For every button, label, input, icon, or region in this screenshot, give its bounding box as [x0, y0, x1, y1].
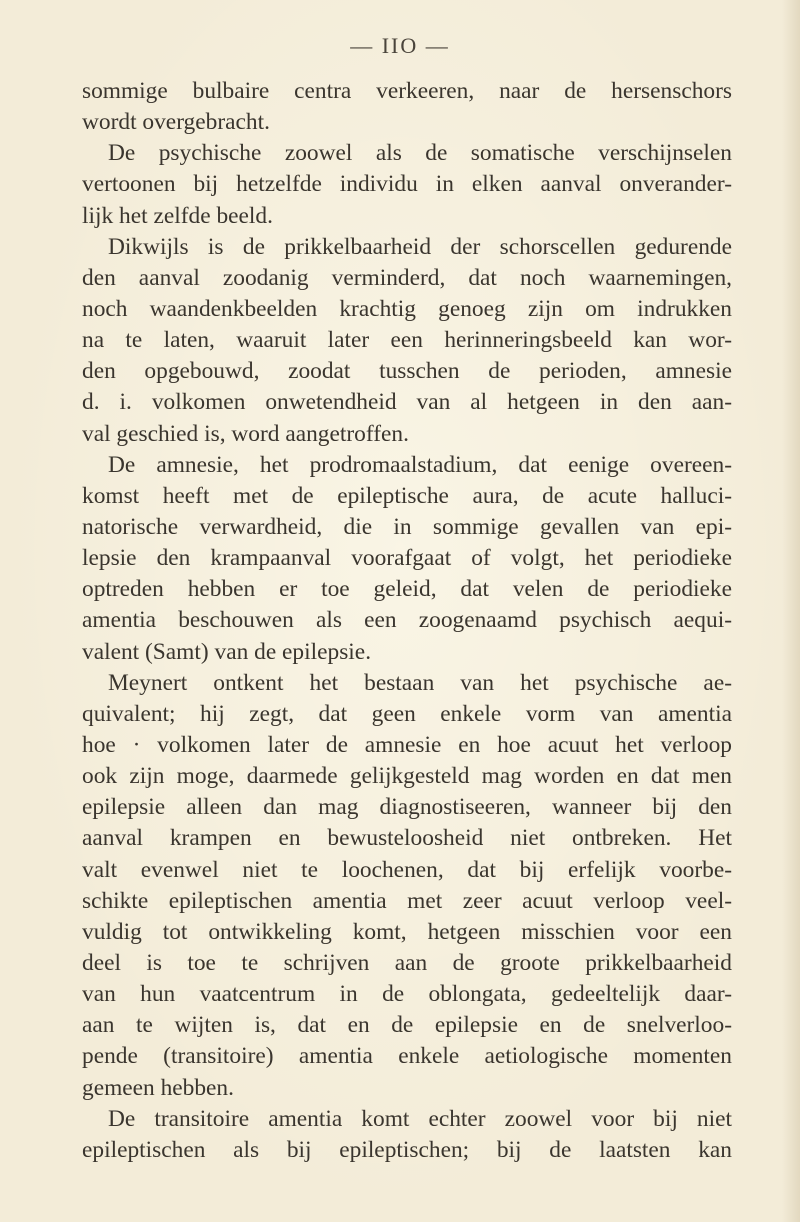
text-line: aanval krampen en bewusteloosheid niet ontbreken. Het	[82, 825, 732, 852]
text-line: ook zijn moge, daarmede gelijkgesteld mag worden en dat men	[82, 763, 732, 790]
text-line: val geschied is, word aangetroffen.	[82, 420, 409, 447]
text-line: gemeen hebben.	[82, 1074, 234, 1101]
text-line: den opgebouwd, zoodat tusschen de perioden, amnesie	[82, 358, 732, 385]
text-line: hoe · volkomen later de amnesie en hoe acuut het verloop	[82, 731, 732, 758]
text-line: valt evenwel niet te loochenen, dat bij erfelijk voorbe-	[82, 856, 732, 883]
text-line: De transitoire amentia komt echter zoowel voor bij niet	[108, 1105, 732, 1132]
text-line: van hun vaatcentrum in de oblongata, gedeeltelijk daar-	[82, 981, 732, 1008]
text-line: komst heeft met de epileptische aura, de acute halluci-	[82, 482, 732, 509]
text-line: d. i. volkomen onwetendheid van al hetgeen in den aan-	[82, 389, 732, 416]
text-line: lepsie den krampaanval voorafgaat of volgt, het periodieke	[82, 545, 732, 572]
text-line: epilepsie alleen dan mag diagnostiseeren, wanneer bij den	[82, 794, 732, 821]
text-line: natorische verwardheid, die in sommige gevallen van epi-	[82, 513, 732, 540]
text-line: na te laten, waaruit later een herinneringsbeeld kan wor-	[82, 327, 732, 354]
page-edge-shadow	[782, 0, 800, 1222]
text-line: noch waandenkbeelden krachtig genoeg zijn om indrukken	[82, 295, 732, 322]
text-line: Meynert ontkent het bestaan van het psychische ae-	[108, 669, 732, 696]
page-number: — IIO —	[350, 33, 450, 58]
text-line: pende (transitoire) amentia enkele aetiologische momenten	[82, 1043, 732, 1070]
text-line: quivalent; hij zegt, dat geen enkele vorm van amentia	[82, 700, 732, 727]
text-line: deel is toe te schrijven aan de groote prikkelbaarheid	[82, 949, 732, 976]
text-line: valent (Samt) van de epilepsie.	[82, 638, 372, 665]
text-line: epileptischen als bij epileptischen; bij de laatsten kan	[82, 1136, 732, 1163]
text-line: lijk het zelfde beeld.	[82, 202, 273, 229]
text-line: aan te wijten is, dat en de epilepsie en de snelverloo-	[82, 1012, 732, 1039]
text-line: Dikwijls is de prikkelbaarheid der schorscellen gedurende	[108, 233, 732, 260]
text-line: vuldig tot ontwikkeling komt, hetgeen misschien voor een	[82, 918, 732, 945]
text-line: De amnesie, het prodromaalstadium, dat eenige overeen-	[108, 451, 732, 478]
text-line: schikte epileptischen amentia met zeer acuut verloop veel-	[82, 887, 732, 914]
text-line: vertoonen bij hetzelfde individu in elken aanval onverander-	[82, 171, 732, 198]
text-line: den aanval zoodanig verminderd, dat noch waarnemingen,	[82, 264, 732, 291]
text-line: amentia beschouwen als een zoogenaamd psychisch aequi-	[82, 607, 732, 634]
body-text	[82, 76, 732, 1166]
text-line: De psychische zoowel als de somatische verschijnselen	[108, 140, 732, 167]
text-line: optreden hebben er toe geleid, dat velen de periodieke	[82, 576, 732, 603]
text-line: sommige bulbaire centra verkeeren, naar de hersenschors	[82, 78, 732, 104]
text-line: wordt overgebracht.	[82, 109, 270, 136]
